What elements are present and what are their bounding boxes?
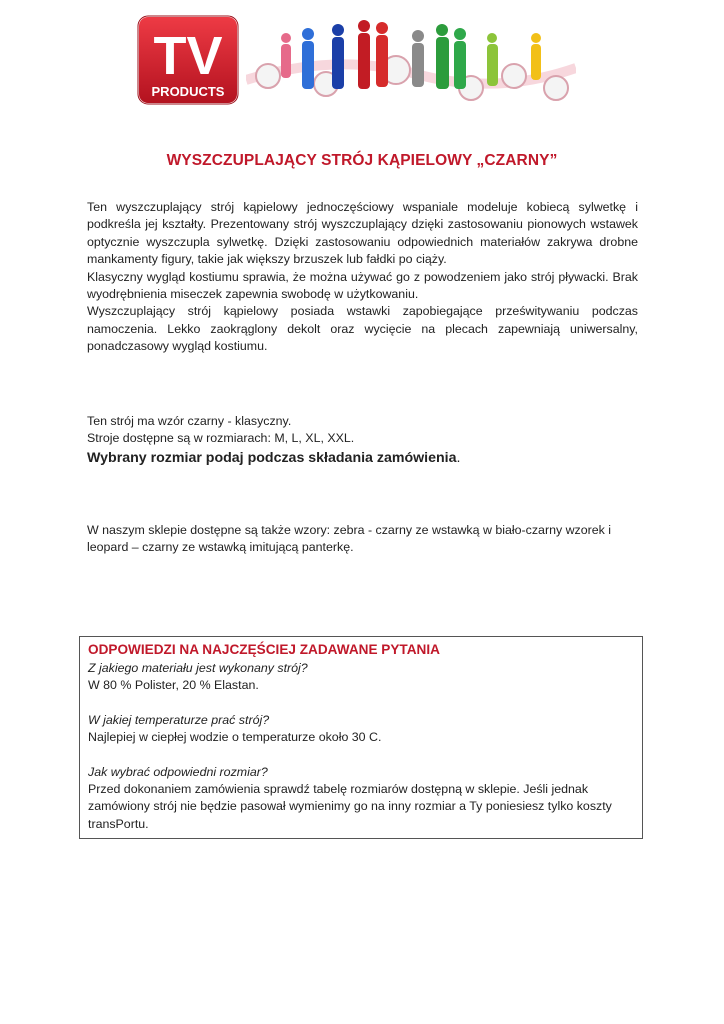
person-silhouette — [376, 22, 388, 87]
faq-box — [79, 636, 643, 839]
faq-question: W jakiej temperaturze prać strój? — [88, 712, 270, 727]
person-silhouette — [358, 20, 370, 89]
person-silhouette — [531, 33, 541, 80]
other-patterns-text: W naszym sklepie dostępne są także wzory: zebra - czarny ze wstawką w biało-czarny wzorek i leopard – czarny ze wstawką imitującą panterkę. — [87, 523, 612, 555]
sizes-text: Stroje dostępne są w rozmiarach: M, L, XL, XXL. — [87, 431, 355, 446]
person-silhouette — [487, 33, 498, 86]
description-paragraph: Ten wyszczuplający strój kąpielowy jednoczęściowy wspaniale modeluje kobiecą sylwetkę i podkreśla jej kształty. Prezentowany strój wyszczuplający dzięki zastosowaniu pionowych wstawek optycznie wyszczupla sylwetkę. Dzięki zastosowaniu odpowiednich materiałów zakrywa drobne mankamenty figury, takie jak większy brzuszek lub fałdki po ciąży. — [87, 200, 638, 267]
faq-answer: Przed dokonaniem zamówienia sprawdź tabelę rozmiarów dostępną w sklepie. Jeśli jednak zamówiony strój nie będzie pasował wymienimy go na inny rozmiar a Ty poniesiesz tylko koszty transPortu. — [88, 782, 612, 831]
person-silhouette — [454, 28, 466, 89]
product-circle — [502, 64, 526, 88]
header-banner — [136, 12, 576, 112]
person-silhouette — [412, 30, 424, 87]
faq-title: ODPOWIEDZI NA NAJCZĘŚCIEJ ZADAWANE PYTANIA — [88, 642, 440, 657]
description-paragraph: Wyszczuplający strój kąpielowy posiada wstawki zapobiegające prześwitywaniu podczas namoczenia. Lekko zaokrąglony dekolt oraz wycięcie na plecach zapewniają uniwersalny, ponadczasowy wygląd kostiumu. — [87, 304, 638, 354]
product-info — [87, 413, 638, 468]
svg-text:PRODUCTS: PRODUCTS — [151, 84, 225, 99]
pattern-text: Ten strój ma wzór czarny - klasyczny. — [87, 414, 292, 428]
product-description — [87, 199, 638, 356]
order-note — [87, 448, 638, 468]
person-silhouette — [436, 24, 449, 89]
product-circle — [544, 76, 568, 100]
product-circle — [256, 64, 280, 88]
faq-answer: Najlepiej w ciepłej wodzie o temperaturze około 30 C. — [88, 730, 382, 745]
svg-text:TV: TV — [153, 26, 223, 86]
person-silhouette — [302, 28, 314, 89]
description-paragraph: Klasyczny wygląd kostiumu sprawia, że można używać go z powodzeniem jako strój pływacki. Brak wyodrębnienia miseczek zapewnia swobodę w użytkowaniu. — [87, 269, 638, 302]
faq-question: Z jakiego materiału jest wykonany strój? — [88, 661, 308, 675]
faq-question: Jak wybrać odpowiedni rozmiar? — [88, 764, 268, 779]
tv-products-logo — [136, 12, 240, 108]
person-silhouette — [281, 33, 291, 78]
person-silhouette — [332, 24, 344, 89]
product-title: WYSZCZUPLAJĄCY STRÓJ KĄPIELOWY „CZARNY” — [166, 152, 558, 169]
other-patterns — [87, 522, 638, 557]
order-note-text: Wybrany rozmiar podaj podczas składania zamówienia — [87, 449, 457, 466]
order-note-end: . — [456, 449, 461, 466]
faq-answer: W 80 % Polister, 20 % Elastan. — [88, 678, 259, 693]
products-people-illustration — [246, 12, 576, 112]
